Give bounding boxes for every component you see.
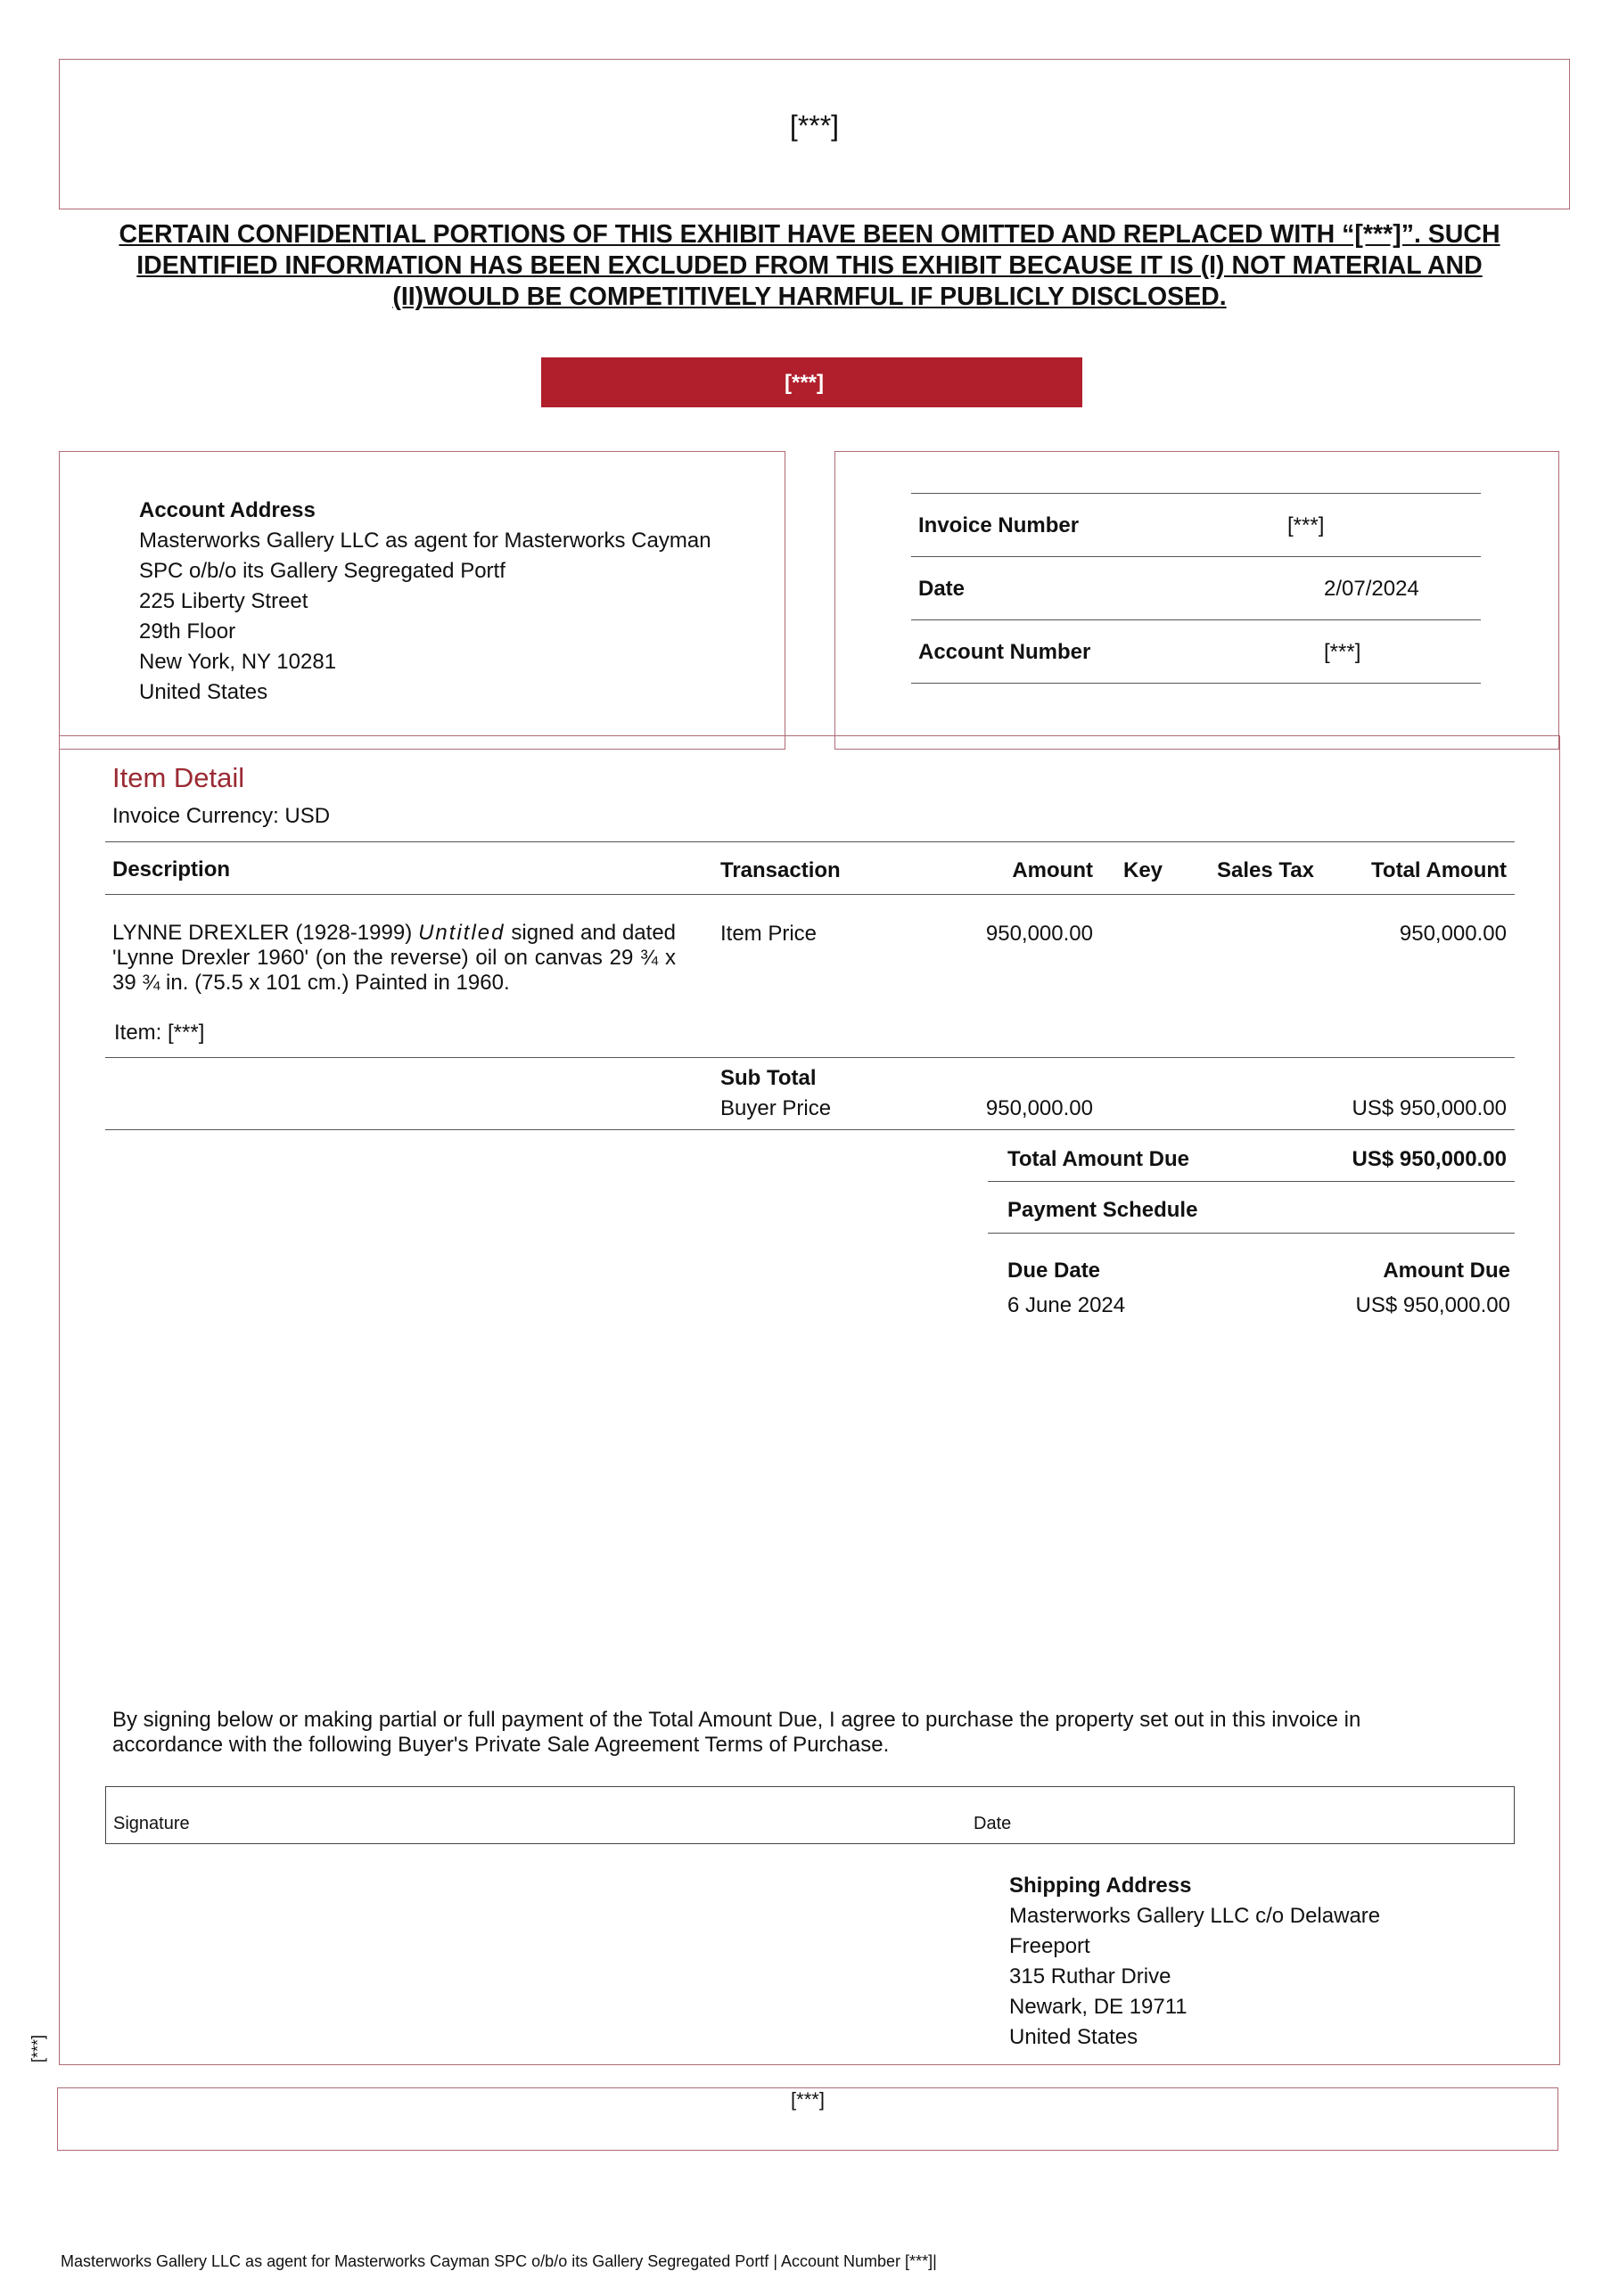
item-transaction: Item Price: [720, 922, 818, 946]
date-label: Date: [918, 577, 966, 601]
shipping-address: [1009, 1871, 1544, 2053]
agreement-text: By signing below or making partial or full payment of the Total Amount Due, I agree to purchase the property set out in this invoice in accordance with the following Buyer's Private Sale Agreement Terms of Purchase.: [112, 1708, 1361, 1757]
item-detail-title: Item Detail: [112, 762, 245, 793]
item-id: Item: [***]: [114, 1021, 205, 1045]
totals-rule: [988, 1233, 1515, 1234]
invoice-number-label: Invoice Number: [918, 513, 1080, 537]
amount-due-header: Amount Due: [1383, 1259, 1510, 1283]
shipping-address-title: Shipping Address: [1009, 1874, 1192, 1898]
col-description: Description: [112, 857, 231, 882]
signature-label: Signature: [113, 1814, 190, 1833]
date-value: 2/07/2024: [1324, 577, 1419, 601]
invoice-info-rule: [911, 493, 1481, 494]
total-due-label: Total Amount Due: [1007, 1147, 1189, 1171]
account-address-line: 29th Floor: [139, 619, 236, 644]
account-address-line: SPC o/b/o its Gallery Segregated Portf: [139, 559, 505, 583]
account-address: [139, 496, 763, 708]
totals-rule: [988, 1181, 1515, 1182]
col-amount: Amount: [1012, 858, 1093, 882]
invoice-info-rule: [911, 683, 1481, 684]
due-date-value: 6 June 2024: [1007, 1293, 1126, 1317]
subtotal-bottom-rule: [105, 1129, 1515, 1130]
item-total: 950,000.00: [1399, 922, 1507, 946]
bottom-redaction-text: [***]: [791, 2088, 825, 2111]
account-address-title: Account Address: [139, 498, 316, 522]
notice-line-2: IDENTIFIED INFORMATION HAS BEEN EXCLUDED FROM THIS EXHIBIT BECAUSE IT IS (I) NOT MATERIAL AND: [136, 251, 1483, 280]
notice-line-1: CERTAIN CONFIDENTIAL PORTIONS OF THIS EXHIBIT HAVE BEEN OMITTED AND REPLACED WITH “[***]”. SUCH: [119, 220, 1500, 249]
shipping-address-line: United States: [1009, 2025, 1138, 2049]
bottom-redaction-box: [57, 2087, 1558, 2151]
signature-date-label: Date: [974, 1814, 1012, 1833]
banner-text: [***]: [784, 371, 824, 395]
confidentiality-notice: [36, 219, 1583, 313]
notice-line-3: (II)WOULD BE COMPETITIVELY HARMFUL IF PUBLICLY DISCLOSED.: [392, 283, 1227, 311]
item-description-prefix: LYNNE DREXLER (1928-1999): [112, 921, 419, 945]
account-address-line: Masterworks Gallery LLC as agent for Masterworks Cayman: [139, 529, 711, 553]
account-number-label: Account Number: [918, 640, 1091, 664]
payment-schedule-label: Payment Schedule: [1007, 1198, 1198, 1222]
table-header-top-rule: [105, 841, 1515, 842]
item-description: [112, 921, 676, 996]
col-key: Key: [1123, 858, 1163, 882]
subtotal-transaction: Buyer Price: [720, 1096, 832, 1120]
total-due-value: US$ 950,000.00: [1352, 1147, 1507, 1171]
table-header-bottom-rule: [105, 894, 1515, 895]
col-total-amount: Total Amount: [1371, 858, 1507, 882]
account-address-line: United States: [139, 680, 268, 704]
shipping-address-line: Freeport: [1009, 1934, 1090, 1958]
subtotal-total: US$ 950,000.00: [1352, 1096, 1507, 1120]
top-redaction-box: [59, 59, 1570, 209]
footer-text: Masterworks Gallery LLC as agent for Masterworks Cayman SPC o/b/o its Gallery Segregated Portf | Account Number [***]|: [61, 2252, 937, 2270]
col-transaction: Transaction: [720, 858, 841, 882]
shipping-address-line: Newark, DE 19711: [1009, 1995, 1188, 2019]
subtotal-amount: 950,000.00: [985, 1096, 1093, 1120]
shipping-address-line: 315 Ruthar Drive: [1009, 1964, 1171, 1988]
due-date-header: Due Date: [1007, 1259, 1101, 1283]
item-description-rest: signed and dated 'Lynne Drexler 1960' (on the reverse) oil on canvas 29 ¾ x 39 ¾ in. (75.5 x 101 cm.) Painted in 1960.: [112, 921, 677, 995]
invoice-number-value: [***]: [1287, 513, 1325, 537]
account-address-line: New York, NY 10281: [139, 650, 337, 674]
shipping-address-line: Masterworks Gallery LLC c/o Delaware: [1009, 1904, 1381, 1928]
side-redaction-mark: [***]: [29, 2034, 47, 2063]
item-amount: 950,000.00: [985, 922, 1093, 946]
item-description-title: Untitled: [418, 921, 505, 945]
account-address-line: 225 Liberty Street: [139, 589, 308, 613]
amount-due-value: US$ 950,000.00: [1355, 1293, 1510, 1317]
col-sales-tax: Sales Tax: [1217, 858, 1314, 882]
invoice-info-rule: [911, 619, 1481, 620]
top-redaction-text: [***]: [789, 110, 840, 142]
subtotal-label: Sub Total: [720, 1066, 817, 1090]
subtotal-top-rule: [105, 1057, 1515, 1058]
account-number-value: [***]: [1324, 640, 1361, 664]
invoice-currency: Invoice Currency: USD: [112, 804, 331, 828]
invoice-info-rule: [911, 556, 1481, 557]
red-banner: [541, 357, 1082, 407]
signature-box[interactable]: [105, 1786, 1515, 1844]
